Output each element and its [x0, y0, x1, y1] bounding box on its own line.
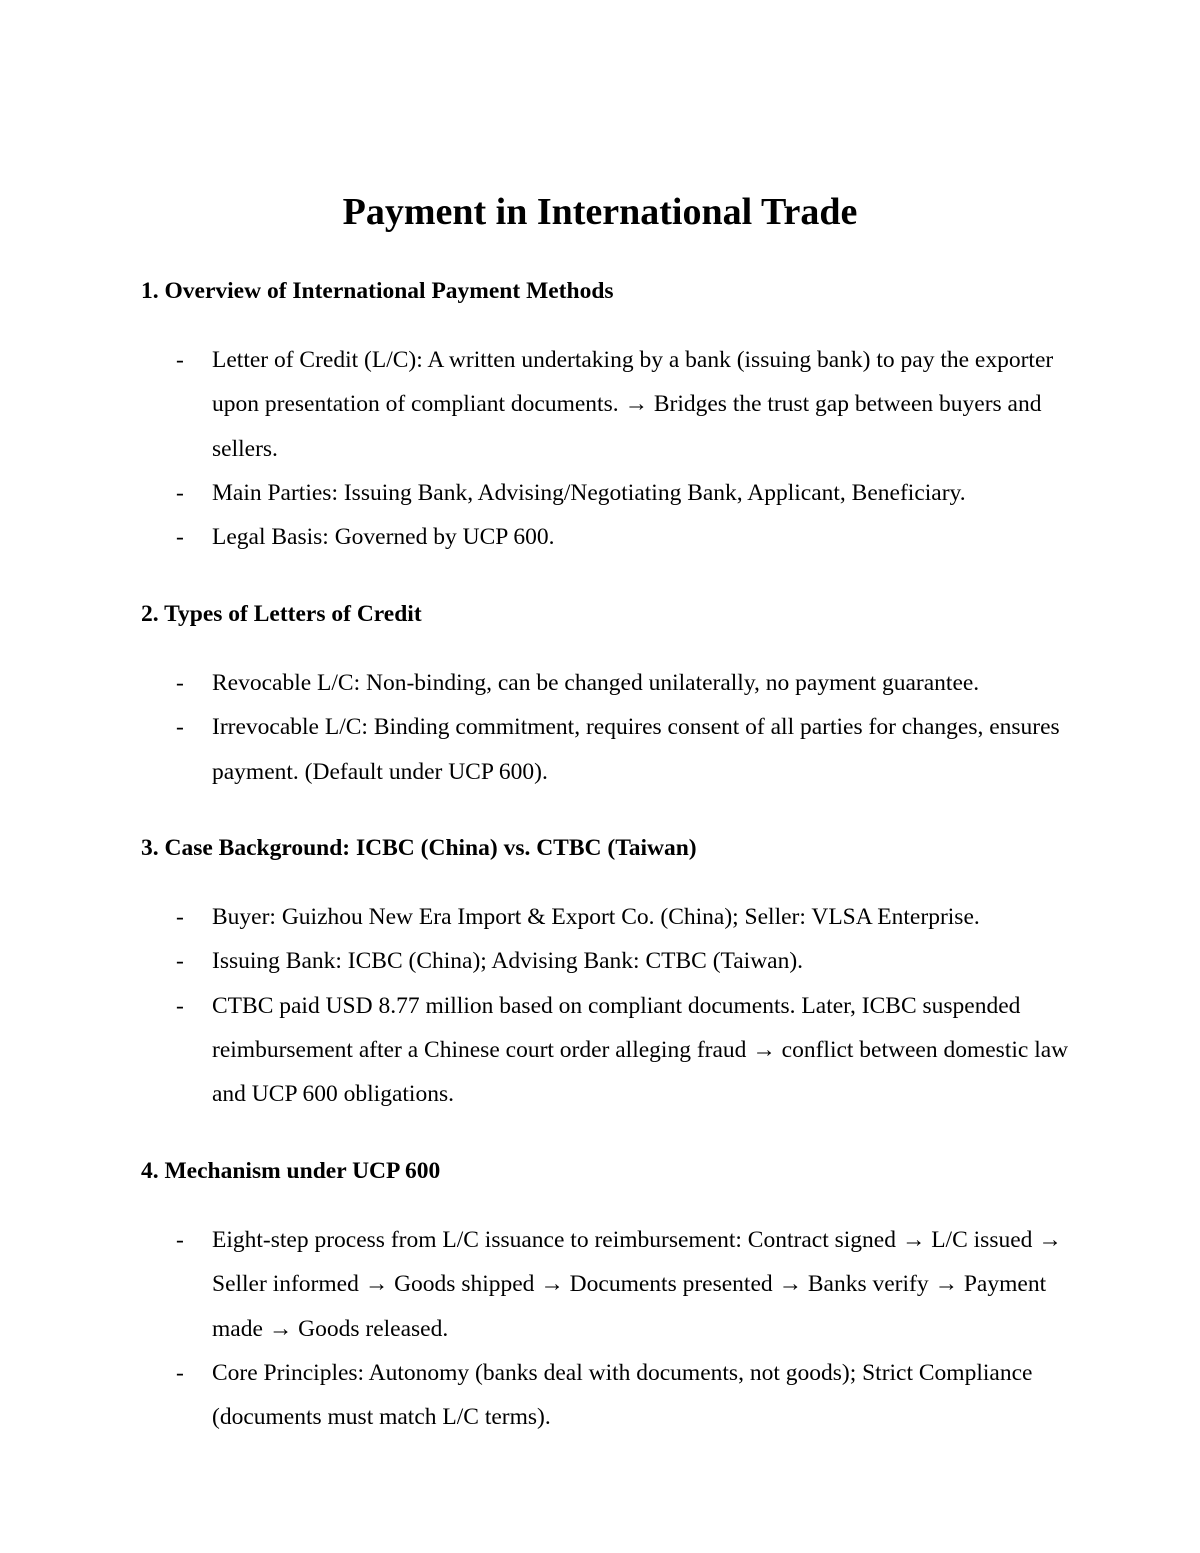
list-item [141, 705, 1081, 794]
list-item-text: Main Parties: Issuing Bank, Advising/Negotiating Bank, Applicant, Beneficiary. [212, 479, 966, 506]
list-item [141, 471, 1081, 515]
list-item [141, 1351, 1081, 1440]
list-item-text: Core Principles: Autonomy (banks deal with documents, not goods); Strict Compliance (documents must match L/C terms). [212, 1359, 1033, 1431]
section-mechanism [141, 1156, 1081, 1439]
section-types [141, 599, 1081, 794]
bullet-list [141, 338, 1081, 559]
bullet-dash: - [176, 524, 184, 551]
bullet-dash: - [176, 670, 184, 696]
list-item-text: Issuing Bank: ICBC (China); Advising Bank: CTBC (Taiwan). [212, 948, 804, 975]
list-item [141, 338, 1081, 471]
bullet-list [141, 661, 1081, 794]
section-heading: 2. Types of Letters of Credit [141, 601, 422, 627]
bullet-dash: - [176, 479, 184, 506]
list-item [141, 939, 1081, 983]
bullet-dash: - [176, 347, 184, 373]
list-item-text: Buyer: Guizhou New Era Import & Export Co. (China); Seller: VLSA Enterprise. [212, 904, 980, 930]
section-heading: 1. Overview of International Payment Methods [141, 278, 614, 304]
bullet-dash: - [176, 1359, 184, 1386]
section-heading: 4. Mechanism under UCP 600 [141, 1158, 441, 1184]
bullet-dash: - [176, 904, 184, 930]
bullet-dash: - [176, 992, 184, 1019]
section-case-background [141, 833, 1081, 1116]
list-item-text: Letter of Credit (L/C): A written undertaking by a bank (issuing bank) to pay the exporter upon presentation of compliant documents. → Bridges the trust gap between buyers and sellers. [212, 347, 1054, 462]
list-item [141, 895, 1081, 939]
list-item-text: Legal Basis: Governed by UCP 600. [212, 524, 555, 551]
bullet-list [141, 1218, 1081, 1439]
list-item [141, 984, 1081, 1117]
list-item-text: Revocable L/C: Non-binding, can be changed unilaterally, no payment guarantee. [212, 670, 980, 696]
list-item-text: CTBC paid USD 8.77 million based on compliant documents. Later, ICBC suspended reimbursement after a Chinese court order alleging fraud → conflict between domestic law and UCP 600 obligations. [212, 992, 1069, 1108]
bullet-dash: - [176, 714, 184, 741]
list-item-text: Irrevocable L/C: Binding commitment, requires consent of all parties for changes, ensures payment. (Default under UCP 600). [212, 714, 1060, 785]
page-title: Payment in International Trade [342, 191, 858, 233]
list-item [141, 661, 1081, 705]
list-item-text: Eight-step process from L/C issuance to reimbursement: Contract signed → L/C issued → Seller informed → Goods shipped → Documents presented → Banks verify → Payment made → Goods released. [212, 1227, 1062, 1342]
list-item [141, 515, 1081, 559]
list-item [141, 1218, 1081, 1351]
section-overview [141, 276, 1081, 559]
section-heading: 3. Case Background: ICBC (China) vs. CTBC (Taiwan) [141, 835, 697, 861]
bullet-dash: - [176, 1227, 184, 1253]
bullet-list [141, 895, 1081, 1116]
bullet-dash: - [176, 948, 184, 975]
